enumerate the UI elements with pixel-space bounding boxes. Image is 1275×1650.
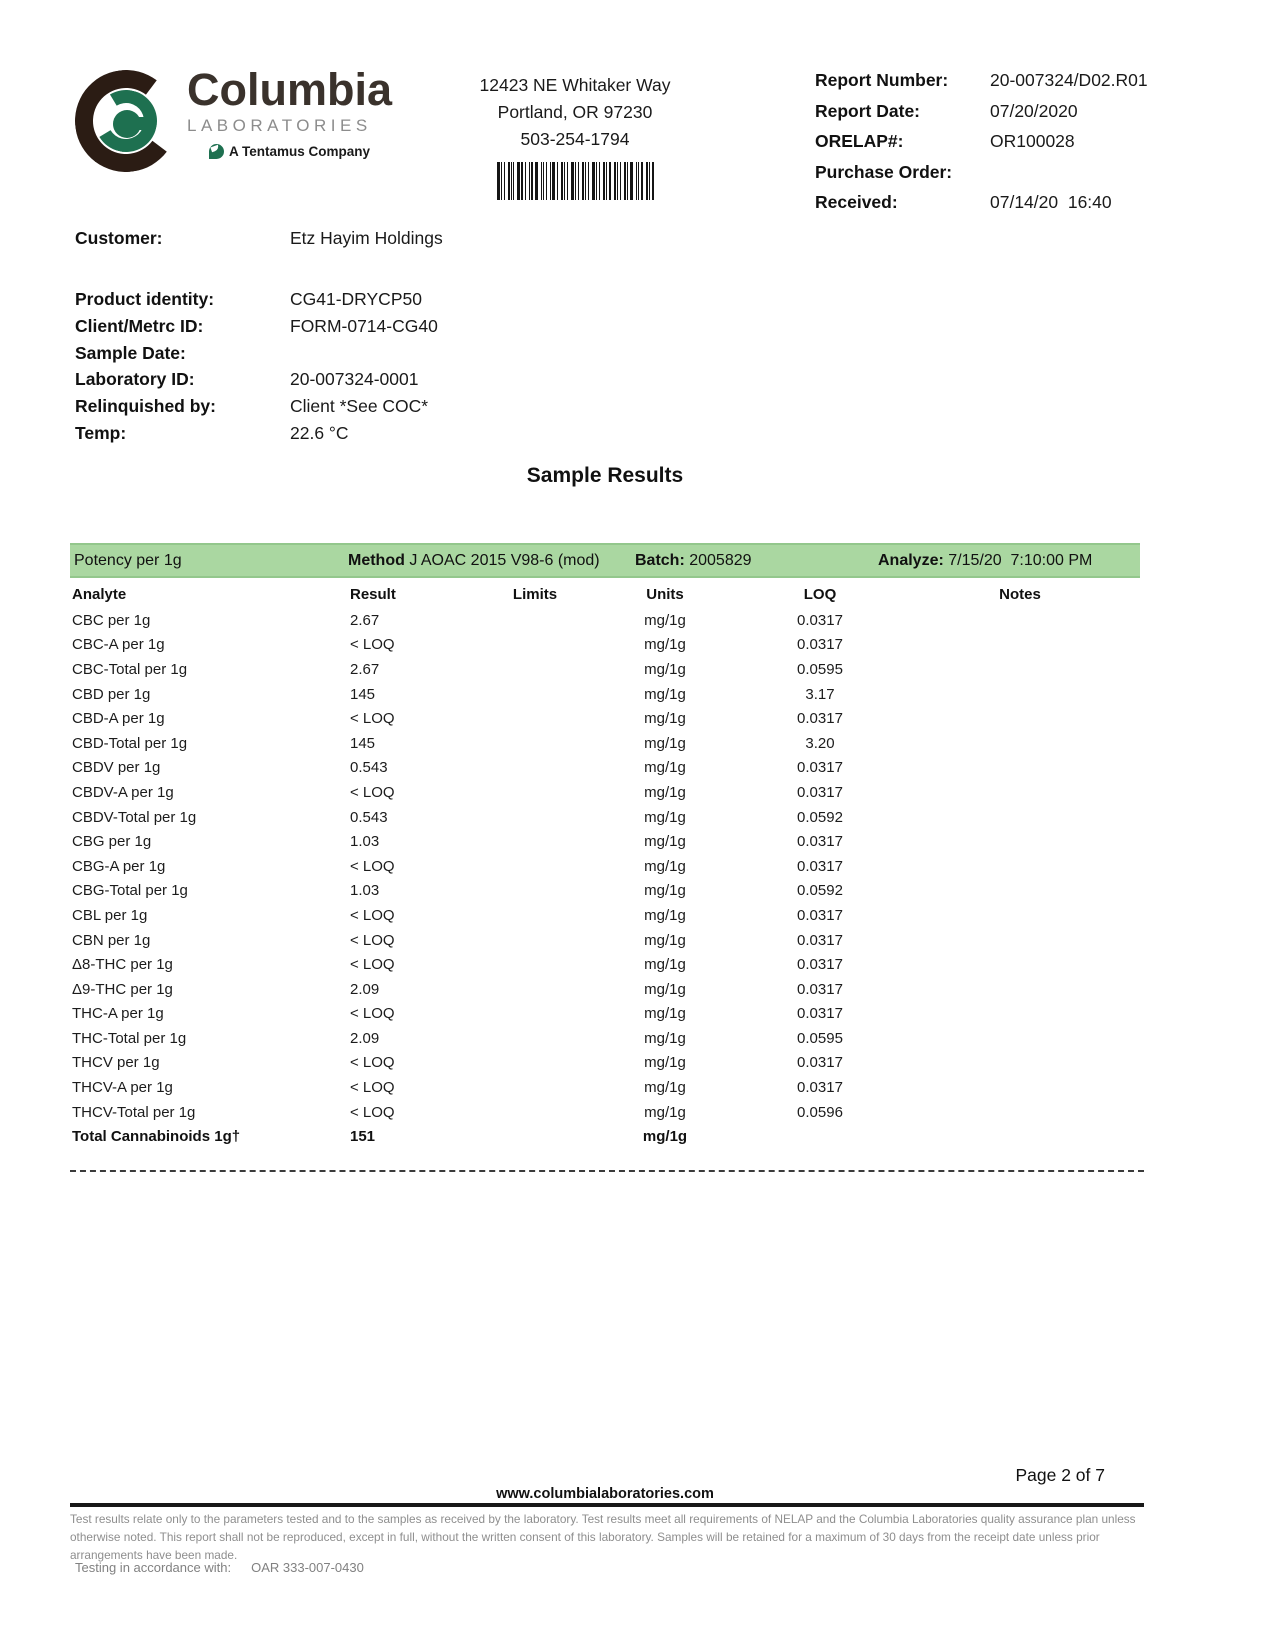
cell-analyte: CBDV per 1g (72, 759, 161, 777)
relinquished-by-label: Relinquished by: (75, 396, 216, 417)
report-date-label: Report Date: (815, 100, 921, 121)
table-row (70, 1100, 1140, 1125)
cell-units: mg/1g (644, 931, 686, 949)
cell-result: 2.67 (350, 660, 380, 678)
cell-result: < LOQ (350, 1079, 395, 1097)
cell-result: < LOQ (350, 1054, 395, 1072)
analyze-label: Analyze: (878, 551, 944, 569)
testing-label: Testing in accordance with: (75, 1560, 232, 1575)
cell-analyte: CBN per 1g (72, 931, 151, 949)
cell-analyte: CBC-A per 1g (72, 636, 165, 654)
cell-result: 2.09 (350, 980, 380, 998)
cell-units: mg/1g (644, 833, 686, 851)
cell-analyte: THC-Total per 1g (72, 1029, 187, 1047)
footer-rule (70, 1503, 1144, 1507)
laboratory-id-label: Laboratory ID: (75, 369, 195, 390)
cell-result: 145 (350, 685, 376, 703)
potency-table-body (70, 608, 1140, 1149)
cell-analyte: CBD-Total per 1g (72, 734, 188, 752)
cell-result: 151 (350, 1128, 376, 1146)
laboratory-id-row (75, 369, 438, 396)
dashed-separator (70, 1170, 1144, 1172)
cell-result: < LOQ (350, 931, 395, 949)
brand-name: Columbia (187, 64, 393, 115)
cell-units: mg/1g (644, 636, 686, 654)
panel-batch (635, 545, 752, 576)
sample-date-row (75, 343, 438, 370)
cell-loq: 0.0317 (797, 1079, 843, 1097)
purchase-order-label: Purchase Order: (815, 161, 953, 182)
cell-analyte: CBG-Total per 1g (72, 882, 188, 900)
page-number: Page 2 of 7 (1015, 1465, 1105, 1485)
table-row (70, 977, 1140, 1002)
cell-units: mg/1g (644, 660, 686, 678)
testing-value: OAR 333-007-0430 (251, 1560, 364, 1575)
cell-units: mg/1g (644, 808, 686, 826)
cell-analyte: CBG per 1g (72, 833, 152, 851)
tentamus-icon (209, 144, 224, 159)
product-identity-label: Product identity: (75, 289, 215, 309)
cell-units: mg/1g (644, 1079, 686, 1097)
cell-analyte: CBD-A per 1g (72, 710, 165, 728)
cell-loq: 3.20 (805, 734, 835, 752)
cell-result: 1.03 (350, 833, 380, 851)
column-header-result: Result (350, 585, 396, 603)
cell-result: < LOQ (350, 956, 395, 974)
cell-result: < LOQ (350, 1103, 395, 1121)
cell-result: 0.543 (350, 808, 388, 826)
potency-table (70, 580, 1140, 1149)
cell-units: mg/1g (644, 882, 686, 900)
cell-analyte: CBC per 1g (72, 611, 151, 629)
cell-analyte: THC-A per 1g (72, 1005, 164, 1023)
table-row (70, 1002, 1140, 1027)
purchase-order-row (815, 162, 1205, 193)
received-label: Received: (815, 192, 898, 212)
report-info (815, 70, 1205, 223)
laboratory-id-value: 20-007324-0001 (290, 369, 419, 390)
table-row (70, 633, 1140, 658)
cell-units: mg/1g (644, 734, 686, 752)
cell-loq: 0.0317 (797, 611, 843, 629)
cell-units: mg/1g (644, 857, 686, 875)
temp-value: 22.6 °C (290, 422, 349, 443)
sample-date-label: Sample Date: (75, 342, 186, 363)
table-row (70, 1124, 1140, 1149)
method-value: J AOAC 2015 V98-6 (mod) (404, 551, 600, 569)
temp-row (75, 423, 438, 450)
table-row (70, 1051, 1140, 1076)
barcode (497, 162, 657, 200)
column-header-notes: Notes (999, 585, 1041, 603)
cell-units: mg/1g (644, 685, 686, 703)
cell-result: 2.67 (350, 611, 380, 629)
method-label: Method (348, 551, 405, 569)
cell-units: mg/1g (644, 906, 686, 924)
cell-loq: 0.0592 (797, 882, 843, 900)
cell-loq: 0.0317 (797, 783, 843, 801)
report-number-row (815, 70, 1205, 101)
report-date-value: 07/20/2020 (990, 100, 1078, 121)
address-line-3: 503-254-1794 (520, 129, 630, 149)
cell-analyte: THCV-A per 1g (72, 1079, 173, 1097)
received-row (815, 192, 1205, 223)
cell-units: mg/1g (644, 956, 686, 974)
cell-units: mg/1g (644, 1029, 686, 1047)
cell-loq: 3.17 (805, 685, 835, 703)
cell-result: < LOQ (350, 636, 395, 654)
potency-panel-header (70, 543, 1140, 578)
cell-units: mg/1g (642, 1128, 688, 1146)
cell-units: mg/1g (644, 1005, 686, 1023)
product-identity-value: CG41-DRYCP50 (290, 289, 422, 309)
relinquished-by-value: Client *See COC* (290, 396, 429, 417)
cell-analyte: CBD per 1g (72, 685, 151, 703)
table-row (70, 706, 1140, 731)
cell-analyte: Δ8-THC per 1g (72, 956, 173, 974)
temp-label: Temp: (75, 422, 127, 443)
section-title: Sample Results (526, 464, 684, 487)
metrc-id-row (75, 316, 438, 343)
cell-analyte: CBL per 1g (72, 906, 148, 924)
brand-subtitle: LABORATORIES (187, 116, 372, 135)
cell-loq: 0.0317 (797, 759, 843, 777)
table-row (70, 756, 1140, 781)
table-row (70, 682, 1140, 707)
orelap-row (815, 131, 1205, 162)
cell-analyte: THCV per 1g (72, 1054, 160, 1072)
received-value: 07/14/20 16:40 (990, 192, 1112, 212)
tagline-text: A Tentamus Company (229, 144, 371, 159)
cell-result: < LOQ (350, 1005, 395, 1023)
table-row (70, 928, 1140, 953)
relinquished-by-row (75, 396, 438, 423)
report-number-value: 20-007324/D02.R01 (990, 70, 1148, 90)
analyze-value: 7/15/20 7:10:00 PM (943, 551, 1093, 569)
sample-info (75, 289, 438, 450)
cell-units: mg/1g (644, 980, 686, 998)
logo-green-bridge (133, 117, 155, 130)
cell-units: mg/1g (644, 1054, 686, 1072)
table-row (70, 780, 1140, 805)
metrc-id-value: FORM-0714-CG40 (290, 315, 438, 336)
cell-loq: 0.0596 (797, 1103, 843, 1121)
table-row (70, 1075, 1140, 1100)
metrc-id-label: Client/Metrc ID: (75, 315, 204, 336)
batch-label: Batch: (635, 551, 685, 569)
customer-value: Etz Hayim Holdings (290, 228, 443, 248)
cell-result: < LOQ (350, 857, 395, 875)
disclaimer-text: Test results relate only to the parameters tested and to the samples as received by the laboratory. Test results meet all requirements of NELAP and the Columbia Laboratories quality assurance plan unless otherwise noted. This report shall not be reproduced, except in full, without the written consent of this laboratory. Samples will be retained for a maximum of 30 days from the receipt date unless prior arrangements have been made. (70, 1512, 1136, 1562)
customer-label: Customer: (75, 228, 163, 248)
table-row (70, 608, 1140, 633)
column-header-loq: LOQ (803, 585, 837, 603)
website-url: www.columbialaboratories.com (496, 1486, 714, 1502)
cell-analyte: THCV-Total per 1g (72, 1103, 196, 1121)
cell-loq: 0.0595 (797, 660, 843, 678)
orelap-label: ORELAP#: (815, 131, 904, 151)
cell-result: < LOQ (350, 906, 395, 924)
cell-loq: 0.0317 (797, 710, 843, 728)
cell-loq: 0.0317 (797, 1005, 843, 1023)
cell-result: 0.543 (350, 759, 388, 777)
table-row (70, 854, 1140, 879)
cell-result: < LOQ (350, 710, 395, 728)
cell-units: mg/1g (644, 611, 686, 629)
cell-units: mg/1g (644, 759, 686, 777)
cell-result: < LOQ (350, 783, 395, 801)
cell-analyte: Δ9-THC per 1g (72, 980, 173, 998)
report-number-label: Report Number: (815, 70, 949, 90)
cell-loq: 0.0317 (797, 956, 843, 974)
cell-result: 145 (350, 734, 376, 752)
cell-analyte: CBDV-A per 1g (72, 783, 174, 801)
testing-accordance-row (75, 1560, 364, 1575)
panel-title: Potency per 1g (74, 551, 182, 569)
cell-result: 1.03 (350, 882, 380, 900)
cell-result: 2.09 (350, 1029, 380, 1047)
cell-units: mg/1g (644, 1103, 686, 1121)
address-line-2: Portland, OR 97230 (497, 102, 653, 122)
columbia-logo-icon (75, 70, 177, 172)
column-header-limits: Limits (512, 585, 558, 603)
cell-loq: 0.0317 (797, 931, 843, 949)
cell-analyte: CBDV-Total per 1g (72, 808, 197, 826)
table-header-row (70, 580, 1140, 608)
brand-text (187, 66, 407, 159)
table-row (70, 903, 1140, 928)
cell-loq: 0.0317 (797, 1054, 843, 1072)
table-row (70, 829, 1140, 854)
customer-row (75, 228, 443, 249)
cell-loq: 0.0317 (797, 980, 843, 998)
brand-tagline (209, 144, 407, 159)
cell-analyte: Total Cannabinoids 1g† (72, 1128, 241, 1146)
column-header-units: Units (646, 585, 684, 603)
table-row (70, 879, 1140, 904)
table-row (70, 657, 1140, 682)
table-row (70, 952, 1140, 977)
cell-analyte: CBC-Total per 1g (72, 660, 188, 678)
orelap-value: OR100028 (990, 131, 1075, 151)
cell-loq: 0.0317 (797, 833, 843, 851)
table-row (70, 1026, 1140, 1051)
lab-address (440, 72, 710, 153)
product-identity-row (75, 289, 438, 316)
table-row (70, 731, 1140, 756)
cell-units: mg/1g (644, 710, 686, 728)
report-date-row (815, 101, 1205, 132)
cell-loq: 0.0595 (797, 1029, 843, 1047)
cell-loq: 0.0317 (797, 636, 843, 654)
cell-units: mg/1g (644, 783, 686, 801)
cell-loq: 0.0592 (797, 808, 843, 826)
panel-method (348, 545, 600, 576)
column-header-analyte: Analyte (72, 585, 127, 603)
table-row (70, 805, 1140, 830)
address-line-1: 12423 NE Whitaker Way (479, 75, 671, 95)
cell-loq: 0.0317 (797, 857, 843, 875)
cell-loq: 0.0317 (797, 906, 843, 924)
cell-analyte: CBG-A per 1g (72, 857, 166, 875)
panel-analyze (878, 545, 1092, 576)
batch-value: 2005829 (684, 551, 752, 569)
